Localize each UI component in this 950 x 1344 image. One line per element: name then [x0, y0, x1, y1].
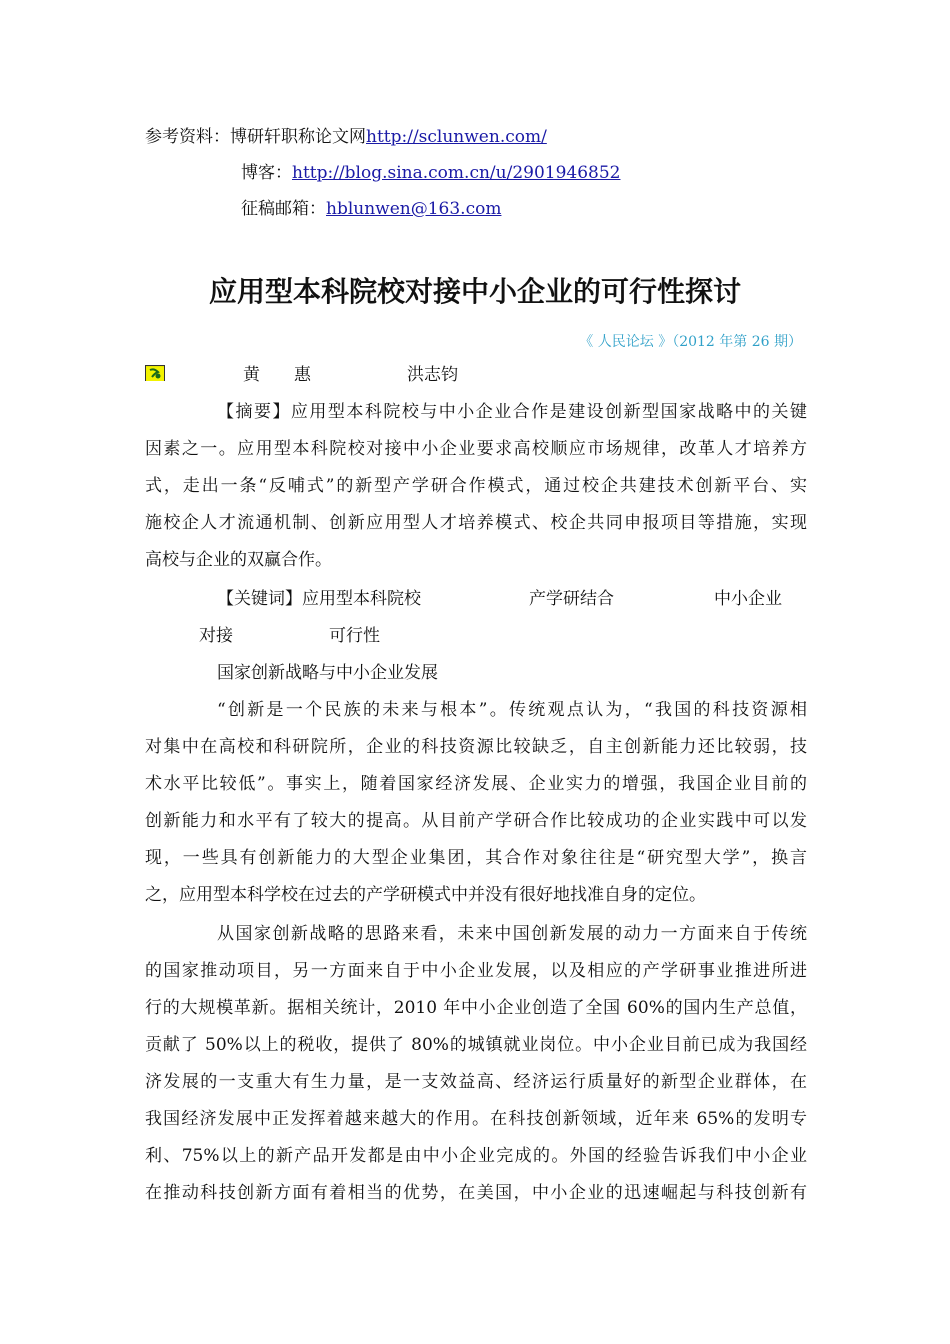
reference-label: 参考资料：博研轩职称论文网	[145, 127, 366, 147]
blog-label: 博客：	[241, 163, 292, 183]
abstract-line: 高校与企业的双赢合作。	[145, 550, 332, 570]
abstract-line: 施校企人才流通机制、创新应用型人才培养模式、校企共同申报项目等措施，实现	[145, 513, 807, 533]
keyword-4: 对接	[199, 626, 233, 646]
site-link[interactable]: http://sclunwen.com/	[366, 127, 547, 147]
section-heading: 国家创新战略与中小企业发展	[217, 663, 438, 683]
paragraph-line: 的国家推动项目，另一方面来自于中小企业发展，以及相应的产学研事业推进所进	[145, 961, 807, 981]
keywords-label: 【关键词】应用型本科院校	[217, 589, 421, 609]
email-line	[241, 197, 501, 221]
article-source: 《 人民论坛 》（2012 年第 26 期）	[579, 334, 802, 350]
paragraph-line: 行的大规模革新。据相关统计，2010 年中小企业创造了全国 60%的国内生产总值，	[145, 998, 807, 1018]
paragraph-line: 在推动科技创新方面有着相当的优势，在美国，中小企业的迅速崛起与科技创新有	[145, 1183, 807, 1203]
paragraph-line: 从国家创新战略的思路来看，未来中国创新发展的动力一方面来自于传统	[217, 924, 807, 944]
abstract-line: 【摘要】应用型本科院校与中小企业合作是建设创新型国家战略中的关键	[217, 402, 807, 422]
author-1: 黄 惠	[243, 365, 311, 385]
paragraph-line: 济发展的一支重大有生力量，是一支效益高、经济运行质量好的新型企业群体，在	[145, 1072, 807, 1092]
paragraph-line: 我国经济发展中正发挥着越来越大的作用。在科技创新领域，近年来 65%的发明专	[145, 1109, 807, 1129]
abstract-line: 因素之一。应用型本科院校对接中小企业要求高校顺应市场规律，改革人才培养方	[145, 439, 807, 459]
paragraph-line: 术水平比较低”。事实上，随着国家经济发展、企业实力的增强，我国企业目前的	[145, 774, 807, 794]
blog-link[interactable]: http://blog.sina.com.cn/u/2901946852	[292, 163, 621, 183]
keyword-5: 可行性	[329, 626, 380, 646]
paragraph-line: 创新能力和水平有了较大的提高。从目前产学研合作比较成功的企业实践中可以发	[145, 811, 807, 831]
keyword-2: 产学研结合	[529, 589, 614, 609]
paragraph-line: 对集中在高校和科研院所，企业的科技资源比较缺乏，自主创新能力还比较弱，技	[145, 737, 807, 757]
author-2: 洪志钧	[407, 365, 458, 385]
email-link[interactable]: hblunwen@163.com	[326, 199, 502, 219]
attachment-icon[interactable]	[145, 365, 165, 381]
abstract-line: 式，走出一条“反哺式”的新型产学研合作模式，通过校企共建技术创新平台、实	[145, 476, 807, 496]
paragraph-line: 利、75%以上的新产品开发都是由中小企业完成的。外国的经验告诉我们中小企业	[145, 1146, 807, 1166]
paragraph-line: 现，一些具有创新能力的大型企业集团，其合作对象往往是“研究型大学”，换言	[145, 848, 807, 868]
blog-line	[241, 161, 620, 185]
paragraph-line: “创新是一个民族的未来与根本”。传统观点认为，“我国的科技资源相	[217, 700, 807, 720]
paragraph-line: 之，应用型本科学校在过去的产学研模式中并没有很好地找准自身的定位。	[145, 885, 706, 905]
paragraph-line: 贡献了 50%以上的税收，提供了 80%的城镇就业岗位。中小企业目前已成为我国经	[145, 1035, 807, 1055]
article-title: 应用型本科院校对接中小企业的可行性探讨	[208, 275, 741, 308]
email-label: 征稿邮箱：	[241, 199, 326, 219]
attachment-icon-glyph	[146, 367, 164, 381]
keyword-3: 中小企业	[714, 589, 782, 609]
reference-line	[145, 125, 547, 149]
